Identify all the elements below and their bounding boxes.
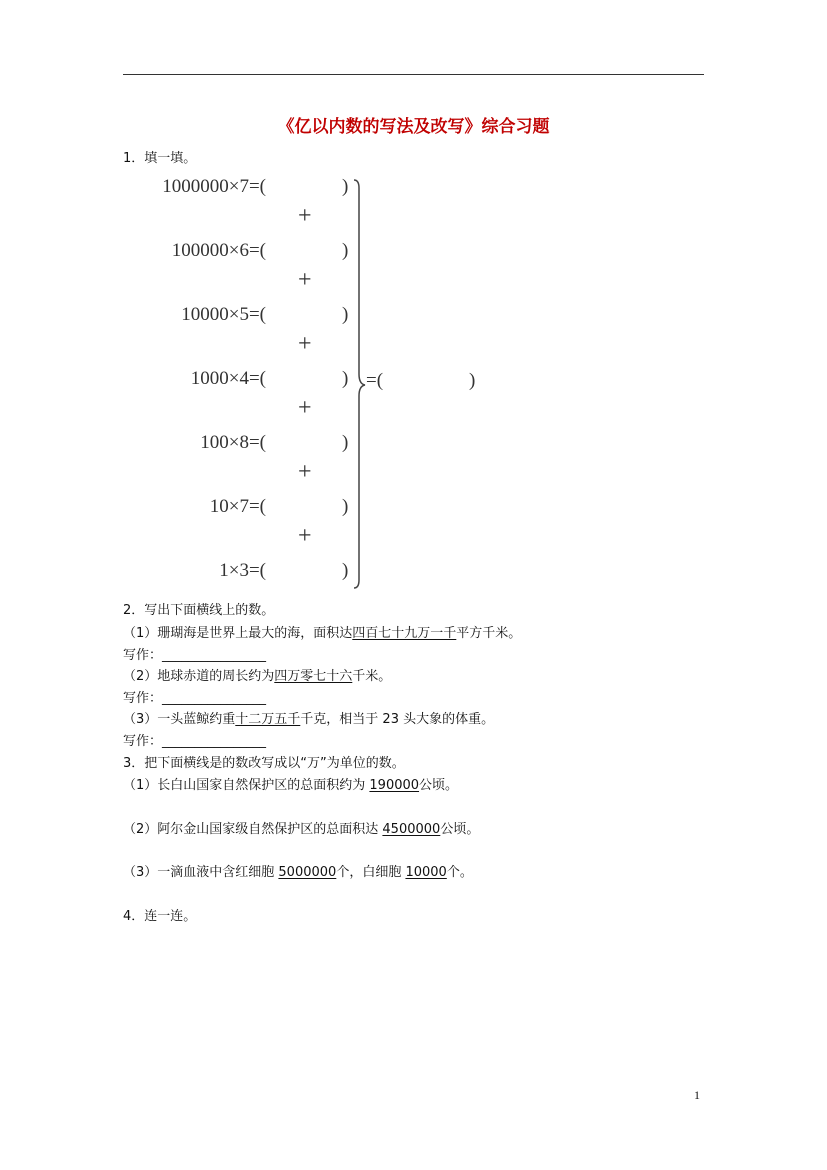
q3-item-2 xyxy=(123,818,479,837)
q1-row-4: 1000×4=( xyxy=(190,368,266,389)
page-number: 1 xyxy=(694,1088,700,1102)
q2-write-2: 写作：________________ xyxy=(123,691,267,706)
q2-item-3-suffix: 千克，相当于 23 头大象的体重。 xyxy=(300,712,495,727)
q1-row-3-close: ) xyxy=(342,304,349,325)
q1-row-5: 100×8=( xyxy=(200,432,266,453)
q2-item-3-text: （3）一头蓝鲸约重 xyxy=(123,712,236,727)
q2-item-2 xyxy=(123,665,391,684)
q2-write-1: 写作：________________ xyxy=(123,648,267,663)
sum-equals: =( xyxy=(366,370,384,391)
q1-row-5-close: ) xyxy=(342,432,349,453)
q1-row-2-close: ) xyxy=(342,240,349,261)
sum-close: ) xyxy=(469,370,476,391)
plus-sign: + xyxy=(298,203,312,229)
plus-sign: + xyxy=(298,459,312,485)
q3-item-3-number-2: 10000 xyxy=(405,865,447,880)
q2-heading: 2．写出下面横线上的数。 xyxy=(123,603,275,618)
q1-row-1: 1000000×7=( xyxy=(162,176,266,197)
q3-item-2-suffix: 公顷。 xyxy=(440,822,480,837)
q1-row-3: 10000×5=( xyxy=(181,304,266,325)
q3-item-1 xyxy=(123,774,458,793)
q2-item-1-suffix: 平方千米。 xyxy=(456,626,522,641)
q2-item-3 xyxy=(123,708,494,727)
q2-write-3: 写作：________________ xyxy=(123,734,267,749)
q1-row-6: 10×7=( xyxy=(209,496,266,517)
q1-row-6-close: ) xyxy=(342,496,349,517)
q3-item-3-suffix: 个。 xyxy=(446,865,473,880)
q3-item-3 xyxy=(123,861,473,880)
plus-sign: + xyxy=(298,523,312,549)
page-title: 《亿以内数的写法及改写》综合习题 xyxy=(277,117,550,137)
q4-heading: 4．连一连。 xyxy=(123,909,197,924)
q1-heading: 1．填一填。 xyxy=(123,151,197,166)
q3-item-1-number: 190000 xyxy=(369,778,420,793)
q3-heading: 3．把下面横线是的数改写成以“万”为单位的数。 xyxy=(123,756,405,771)
q1-row-1-close: ) xyxy=(342,176,349,197)
q2-item-2-suffix: 千米。 xyxy=(352,669,392,684)
plus-sign: + xyxy=(298,267,312,293)
q2-item-1-text: （1）珊瑚海是世界上最大的海，面积达 xyxy=(123,626,353,641)
q3-item-1-text: （1）长白山国家自然保护区的总面积约为 xyxy=(123,778,370,793)
plus-sign: + xyxy=(298,331,312,357)
q1-row-4-close: ) xyxy=(342,368,349,389)
q3-item-3-middle: 个，白细胞 xyxy=(336,865,406,880)
q1-row-2: 100000×6=( xyxy=(171,240,266,261)
q3-item-2-number: 4500000 xyxy=(382,822,441,837)
q2-item-2-number: 四万零七十六 xyxy=(274,669,353,684)
q3-item-3-number: 5000000 xyxy=(278,865,337,880)
q2-item-2-text: （2）地球赤道的周长约为 xyxy=(123,669,275,684)
header-rule xyxy=(123,74,704,75)
q3-item-2-text: （2）阿尔金山国家级自然保护区的总面积达 xyxy=(123,822,383,837)
q3-item-3-text: （3）一滴血液中含红细胞 xyxy=(123,865,279,880)
plus-sign: + xyxy=(298,395,312,421)
q2-item-1-number: 四百七十九万一千 xyxy=(352,626,457,641)
q3-item-1-suffix: 公顷。 xyxy=(419,778,459,793)
q1-row-7-close: ) xyxy=(342,560,349,581)
q2-item-3-number: 十二万五千 xyxy=(235,712,301,727)
q2-item-1 xyxy=(123,622,521,641)
q1-row-7: 1×3=( xyxy=(219,560,266,581)
